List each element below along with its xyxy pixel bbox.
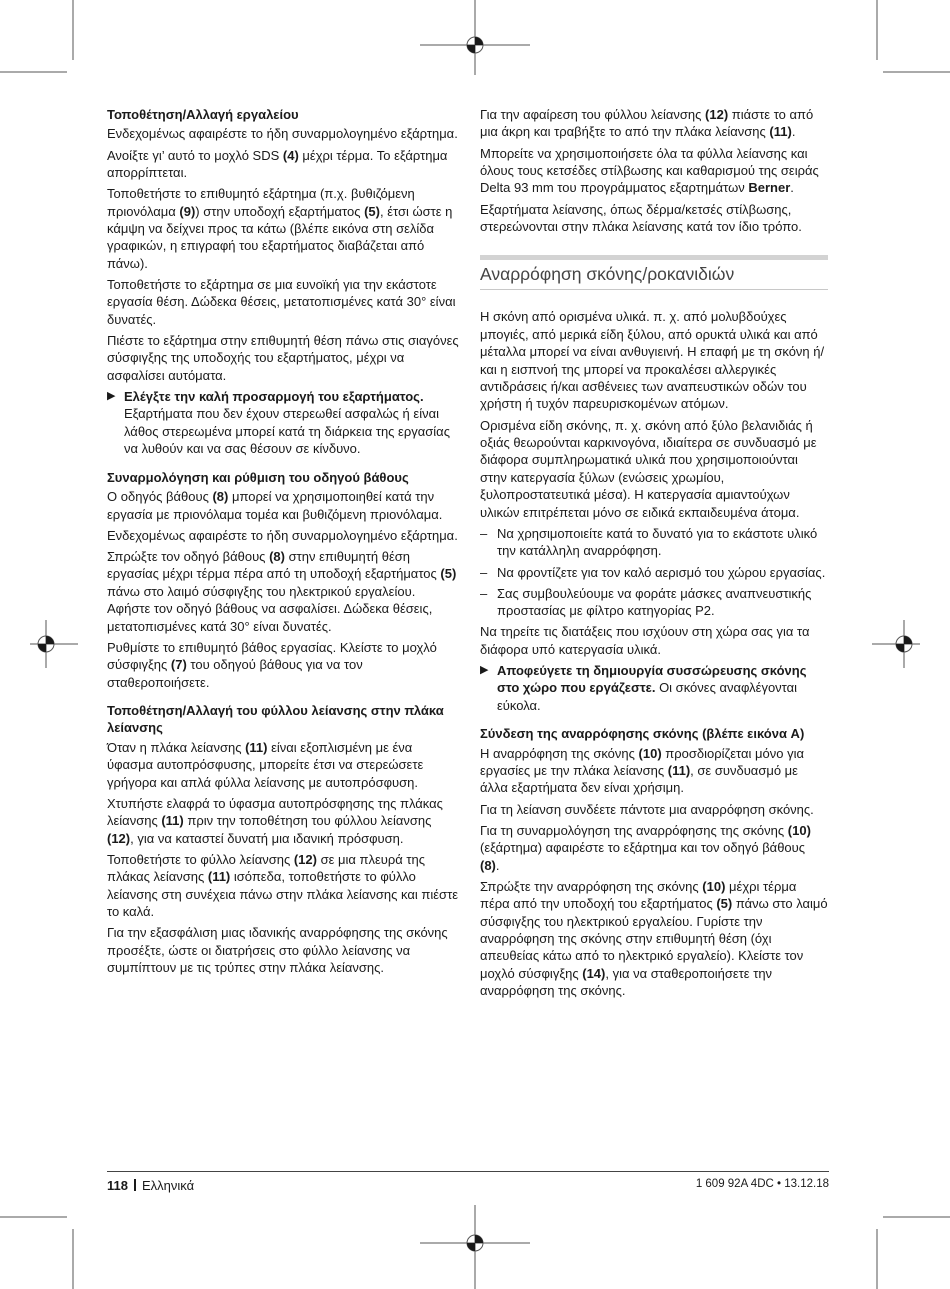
paragraph: Ο οδηγός βάθους (8) μπορεί να χρησιμοποιηθεί κατά την εργασία με πριονόλαμα τομέα και βυθιζόμενη πριονόλαμα. bbox=[107, 489, 443, 522]
right-column bbox=[480, 106, 828, 1003]
bullet: – bbox=[480, 564, 488, 580]
paragraph: Η σκόνη από ορισμένα υλικά. π. χ. από μολυβδούχες μπογιές, από μερικά είδη ξύλου, από ορυκτά υλικά και από μέταλλα μπορεί να είναι ανθυγιεινή. Η επαφή με τη σκόνη ή/και η εισπνοή της μπορεί να προκαλέσει αλλεργικές αντιδράσεις ή/και ασθένειες των αναπευστικών οδών του χρήστη ή τυχόν παρευρισκομένων ατόμων. bbox=[480, 309, 825, 412]
paragraph: Τοποθετήστε το φύλλο λείανσης (12) σε μια πλευρά της πλάκας λείανσης (11) ισόπεδα, τοποθετήστε το φύλλο λείανσης στη συνέχεια πάνω στην πλάκα λείανσης και πιέστε το καλά. bbox=[107, 851, 459, 920]
heading-tool-change: Τοποθέτηση/Αλλαγή εργαλείου bbox=[107, 107, 299, 122]
footer-language: Ελληνικά bbox=[141, 1178, 195, 1193]
paragraph: Μπορείτε να χρησιμοποιήσετε όλα τα φύλλα λείανσης και όλους τους κετσέδες στίλβωσης και καθαρισμού της σειράς Delta 93 mm του προγράμματος εξαρτημάτων Berner. bbox=[480, 145, 819, 196]
paragraph: Να τηρείτε τις διατάξεις που ισχύουν στη χώρα σας για τα διάφορα υπό κατεργασία υλικά. bbox=[480, 624, 810, 657]
paragraph: Η αναρρόφηση της σκόνης (10) προσδιορίζεται μόνο για εργασίες με την πλάκα λείανσης (11), σε συνδυασμό με άλλα εξαρτήματα δεν είναι χρήσιμη. bbox=[480, 745, 804, 796]
section-title: Αναρρόφηση σκόνης/ροκανιδιών bbox=[480, 264, 735, 285]
warning-arrow-icon: ▶ bbox=[107, 390, 116, 403]
paragraph: Πιέστε το εξάρτημα στην επιθυμητή θέση πάνω στις σιαγόνες σύσφιγξης της υποδοχής του εξαρτήματος, μέχρι να ασφαλίσει αυτόματα. bbox=[107, 333, 459, 383]
warning-arrow-icon: ▶ bbox=[480, 663, 489, 676]
paragraph: Ορισμένα είδη σκόνης, π. χ. σκόνη από ξύλο βελανιδιάς ή οξιάς θεωρούνται καρκινογόνα, ιδιαίτερα σε συνδυασμό με διάφορα συμπληρωματικά υλικά που χρησιμοποιούνται στην κατεργασία ξύλων (ενώσεις χρωμίου, ξυλοπροστατευτικά μέσα). Η κατεργασία αμιαντούχων υλικών επιτρέπεται μόνο σε ειδικά εκπαιδευμένα άτομα. bbox=[480, 417, 817, 520]
page-footer bbox=[107, 1171, 829, 1193]
paragraph: Για την αφαίρεση του φύλλου λείανσης (12) πιάστε το από μια άκρη και τραβήξτε το από την πλάκα λείανσης (11). bbox=[480, 107, 814, 140]
paragraph: Για τη λείανση συνδέετε πάντοτε μια αναρρόφηση σκόνης. bbox=[480, 801, 814, 817]
paragraph: Χτυπήστε ελαφρά το ύφασμα αυτοπρόσφησης της πλάκας λείανσης (11) πριν την τοποθέτηση του φύλλου λείανσης (12), για να καταστεί δυνατή μια ιδανική πρόσφυση. bbox=[107, 795, 443, 846]
paragraph: Ενδεχομένως αφαιρέστε το ήδη συναρμολογημένο εξάρτημα. bbox=[107, 527, 458, 543]
bullet: – bbox=[480, 585, 488, 601]
left-column bbox=[107, 106, 459, 980]
footer-separator bbox=[134, 1179, 136, 1191]
paragraph: Για τη συναρμολόγηση της αναρρόφησης της σκόνης (10) (εξάρτημα) αφαιρέστε το εξάρτημα και τον οδηγό βάθους (8). bbox=[480, 822, 811, 873]
paragraph: Εξαρτήματα λείανσης, όπως δέρμα/κετσές στίλβωσης, στερεώνονται στην πλάκα λείανσης κατά τον ίδιο τρόπο. bbox=[480, 201, 802, 235]
page-number: 118 bbox=[107, 1178, 128, 1193]
paragraph: Για την εξασφάλιση μιας ιδανικής αναρρόφησης της σκόνης προσέξτε, ώστε οι διατρήσεις στο φύλλο λείανσης να συμπίπτουν με τις τρύπες στην πλάκα λείανσης. bbox=[107, 925, 448, 976]
paragraph: Σπρώξτε την αναρρόφηση της σκόνης (10) μέχρι τέρμα πέρα από την υποδοχή του εξαρτήματος (5) πάνω στο λαιμό σύσφιγξης του ηλεκτρικού εργαλείου. Γυρίστε την αναρρόφηση της σκόνης στην επιθυμητή θέση (όχι απευθείας κάτω από το ηλεκτρικό εργαλείο). Κλείστε τον μοχλό σύσφιγξης (14), για να σταθεροποιήσετε την αναρρόφηση της σκόνης. bbox=[480, 878, 828, 999]
warning-note: ▶ Αποφεύγετε τη δημιουργία συσσώρευσης σκόνης στο χώρο που εργάζεστε. Οι σκόνες αναφλέγονται εύκολα. bbox=[480, 662, 807, 713]
paragraph: Τοποθετήστε το εξάρτημα σε μια ευνοϊκή για την εκάστοτε εργασία θέση. Δώδεκα θέσεις, μετατοπισμένες κατά 30° είναι δυνατές. bbox=[107, 277, 456, 327]
warning-note: ▶ Ελέγξτε την καλή προσαρμογή του εξαρτήματος. Εξαρτήματα που δεν έχουν στερεωθεί ασφαλώς ή είναι λάθος στερεωμένα μπορεί κατά τη διάρκεια της εργασίας να λυθούν και να σας θέσουν σε κίνδυνο. bbox=[107, 389, 450, 457]
heading-depth-stop: Συναρμολόγηση και ρύθμιση του οδηγού βάθους bbox=[107, 469, 409, 485]
paragraph: Τοποθετήστε το επιθυμητό εξάρτημα (π.χ. βυθιζόμενη πριονόλαμα (9)) στην υποδοχή εξαρτήματος (5), έτσι ώστε η κάμψη να δείχνει προς τα κάτω (βλέπε εικόνα στη σελίδα γραφικών, η επιγραφή του εξαρτήματος διαβάζεται από πάνω). bbox=[107, 186, 453, 271]
paragraph: Όταν η πλάκα λείανσης (11) είναι εξοπλισμένη με ένα ύφασμα αυτοπρόσφυσης, μπορείτε έτσι να στερεώσετε γρήγορα και απλά φύλλα λείανσης με αυτοπρόσφυση. bbox=[107, 739, 424, 790]
paragraph: Ενδεχομένως αφαιρέστε το ήδη συναρμολογημένο εξάρτημα. bbox=[107, 126, 458, 142]
paragraph: Ρυθμίστε το επιθυμητό βάθος εργασίας. Κλείστε το μοχλό σύσφιγξης (7) του οδηγού βάθους για να τον σταθεροποιήσετε. bbox=[107, 639, 437, 690]
section-header-dust-extraction bbox=[480, 255, 828, 290]
document-code: 1 609 92A 4DC • 13.12.18 bbox=[695, 1178, 829, 1190]
bullet: – bbox=[480, 525, 488, 541]
heading-sanding-sheet: Τοποθέτηση/Αλλαγή του φύλλου λείανσης στην πλάκα λείανσης bbox=[107, 702, 444, 736]
paragraph: Ανοίξτε γι’ αυτό το μοχλό SDS (4) μέχρι τέρμα. Το εξάρτημα απορρίπτεται. bbox=[107, 147, 448, 181]
list-item: – Να φροντίζετε για τον καλό αερισμό του χώρου εργασίας. bbox=[480, 564, 826, 580]
list-item: – Σας συμβουλεύουμε να φοράτε μάσκες αναπνευστικής προστασίας με φίλτρο κατηγορίας P2. bbox=[480, 585, 812, 619]
heading-dust-connection: Σύνδεση της αναρρόφησης σκόνης (βλέπε εικόνα A) bbox=[480, 726, 805, 742]
paragraph: Σπρώξτε τον οδηγό βάθους (8) στην επιθυμητή θέση εργασίας μέχρι τέρμα πέρα από τη υποδοχή εξαρτήματος (5) πάνω στο λαιμό σύσφιγξης του ηλεκτρικού εργαλείου. Αφήστε τον οδηγό βάθους να ασφαλίσει. Δώδεκα θέσεις, μετατοπισμένες κατά 30° είναι δυνατές. bbox=[107, 548, 457, 634]
section-divider bbox=[480, 289, 828, 290]
list-item: – Να χρησιμοποιείτε κατά το δυνατό για το εκάστοτε υλικό την κατάλληλη αναρρόφηση. bbox=[480, 525, 818, 559]
